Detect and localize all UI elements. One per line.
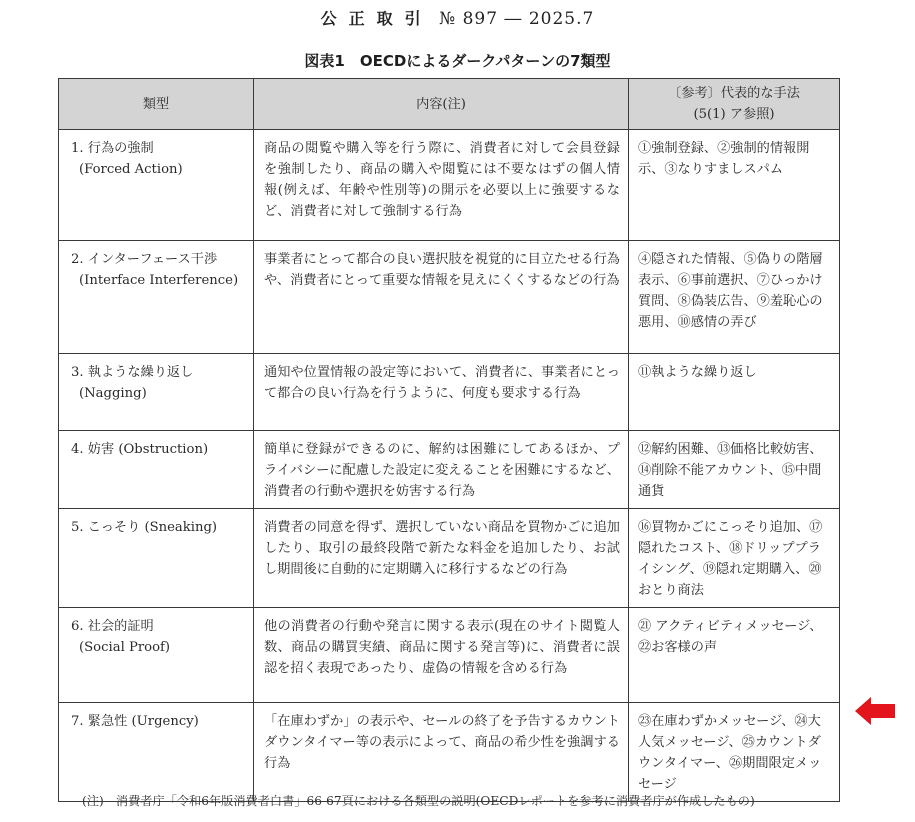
header-examples-line2: (5(1) ア参照) xyxy=(693,107,775,122)
type-cell xyxy=(59,431,254,509)
type-cell xyxy=(59,130,254,241)
type-ja: 5. こっそり (Sneaking) xyxy=(71,520,218,535)
type-ja: 1. 行為の強制 xyxy=(71,141,154,156)
content-cell: 「在庫わずか」の表示や、セールの終了を予告するカウントダウンタイマー等の表示によって、商品の希少性を強調する行為 xyxy=(254,703,629,802)
type-ja: 7. 緊急性 (Urgency) xyxy=(71,714,199,729)
header-content: 内容(注) xyxy=(254,79,629,130)
type-ja: 4. 妨害 (Obstruction) xyxy=(71,442,209,457)
type-cell xyxy=(59,509,254,608)
type-ja: 6. 社会的証明 xyxy=(71,619,154,634)
content-cell: 通知や位置情報の設定等において、消費者に、事業者にとって都合の良い行為を行うように、何度も要求する行為 xyxy=(254,354,629,431)
content-cell: 消費者の同意を得ず、選択していない商品を買物かごに追加したり、取引の最終段階で新たな料金を追加したり、お試し期間後に自動的に定期購入に移行するなどの行為 xyxy=(254,509,629,608)
examples-cell: ⑪執ような繰り返し xyxy=(629,354,840,431)
examples-cell: ⑫解約困難、⑬価格比較妨害、⑭削除不能アカウント、⑮中間通貨 xyxy=(629,431,840,509)
examples-cell: ㉓在庫わずかメッセージ、㉔大人気メッセージ、㉕カウントダウンタイマー、㉖期間限定メッセージ xyxy=(629,703,840,802)
content-cell: 簡単に登録ができるのに、解約は困難にしてあるほか、プライバシーに配慮した設定に変えることを困難にするなど、消費者の行動や選択を妨害する行為 xyxy=(254,431,629,509)
header-examples-line1: 〔参考〕代表的な手法 xyxy=(668,86,800,101)
content-cell: 事業者にとって都合の良い選択肢を視覚的に目立たせる行為や、消費者にとって重要な情報を見えにくくするなどの行為 xyxy=(254,241,629,354)
table-row xyxy=(59,354,840,431)
left-arrow-icon xyxy=(855,697,895,725)
footnote: (注) 消費者庁「令和6年版消費者白書」66-67頁における各類型の説明(OECDレポートを参考に消費者庁が作成したもの) xyxy=(82,794,755,808)
type-ja: 2. インターフェース干渉 xyxy=(71,252,218,267)
header-examples xyxy=(629,79,840,130)
figure-title: 図表1 OECDによるダークパターンの7類型 xyxy=(304,52,611,70)
header-type: 類型 xyxy=(59,79,254,130)
content-cell: 他の消費者の行動や発言に関する表示(現在のサイト閲覧人数、商品の購買実績、商品に関する発言等)に、消費者に誤認を招く表現であったり、虚偽の情報を含める行為 xyxy=(254,608,629,703)
examples-cell: ④隠された情報、⑤偽りの階層表示、⑥事前選択、⑦ひっかけ質問、⑧偽装広告、⑨羞恥心の悪用、⑩感情の弄び xyxy=(629,241,840,354)
type-en: (Forced Action) xyxy=(79,162,183,177)
type-en: (Social Proof) xyxy=(79,640,171,655)
arrow-shape xyxy=(855,697,895,725)
type-cell xyxy=(59,703,254,802)
type-cell xyxy=(59,241,254,354)
examples-cell: ㉑ アクティビティメッセージ、㉒お客様の声 xyxy=(629,608,840,703)
table-row xyxy=(59,703,840,802)
table-header-row xyxy=(59,79,840,130)
issue-number: № 897 ― 2025.7 xyxy=(439,9,595,29)
type-cell xyxy=(59,608,254,703)
examples-cell: ⑯買物かごにこっそり追加、⑰隠れたコスト、⑱ドリッププライシング、⑲隠れ定期購入、⑳おとり商法 xyxy=(629,509,840,608)
examples-cell: ①強制登録、②強制的情報開示、③なりすましスパム xyxy=(629,130,840,241)
type-ja: 3. 執ような繰り返し xyxy=(71,365,194,380)
publication-name: 公正取引 xyxy=(320,9,433,28)
page-header xyxy=(0,6,915,29)
type-en: (Nagging) xyxy=(79,386,147,401)
type-cell xyxy=(59,354,254,431)
dark-patterns-table xyxy=(58,78,840,802)
table-row xyxy=(59,608,840,703)
table-row xyxy=(59,509,840,608)
type-en: (Interface Interference) xyxy=(79,273,239,288)
table-row xyxy=(59,241,840,354)
table-row xyxy=(59,130,840,241)
table-row xyxy=(59,431,840,509)
content-cell: 商品の閲覧や購入等を行う際に、消費者に対して会員登録を強制したり、商品の購入や閲覧には不要なはずの個人情報(例えば、年齢や性別等)の開示を必要以上に強要するなど、消費者に対して強制する行為 xyxy=(254,130,629,241)
